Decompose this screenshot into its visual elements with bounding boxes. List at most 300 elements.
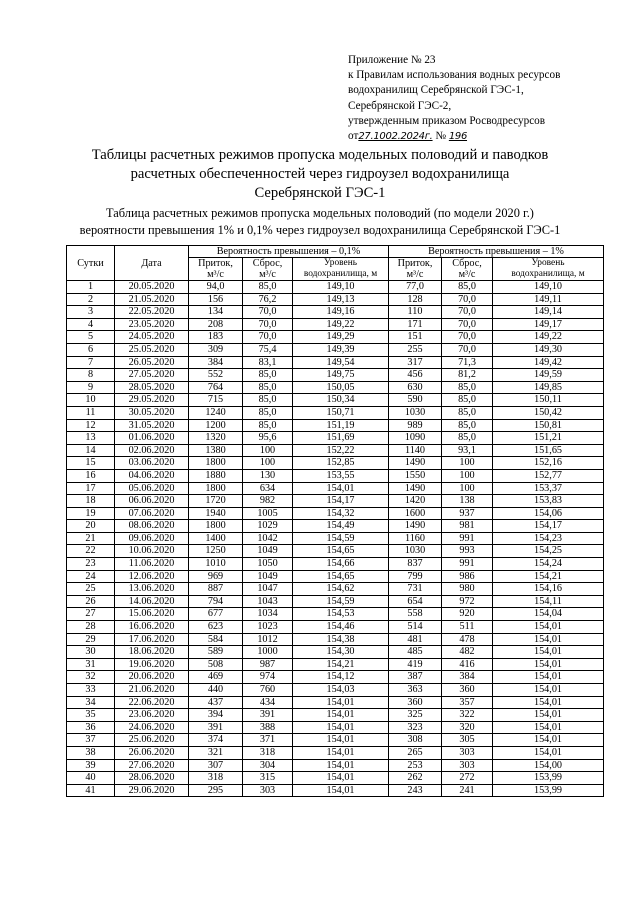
table-row xyxy=(67,306,604,319)
cell-level: 154,01 xyxy=(293,482,389,495)
appendix-line: Приложение № 23 xyxy=(348,54,436,66)
cell-day: 26 xyxy=(67,595,115,608)
table-body xyxy=(67,281,604,797)
table-row xyxy=(67,507,604,520)
cell-date: 12.06.2020 xyxy=(115,570,189,583)
cell-inflow: 1880 xyxy=(189,469,243,482)
cell-level: 150,81 xyxy=(493,419,604,432)
cell-discharge: 478 xyxy=(442,633,493,646)
cell-discharge: 100 xyxy=(442,482,493,495)
cell-discharge: 634 xyxy=(243,482,293,495)
cell-discharge: 303 xyxy=(243,784,293,797)
cell-inflow: 1720 xyxy=(189,495,243,508)
cell-level: 154,21 xyxy=(293,658,389,671)
cell-inflow: 360 xyxy=(389,696,442,709)
cell-level: 149,85 xyxy=(493,381,604,394)
cell-discharge: 974 xyxy=(243,671,293,684)
cell-discharge: 85,0 xyxy=(243,394,293,407)
cell-level: 153,37 xyxy=(493,482,604,495)
cell-date: 29.05.2020 xyxy=(115,394,189,407)
table-row xyxy=(67,444,604,457)
table-row xyxy=(67,356,604,369)
cell-level: 152,85 xyxy=(293,457,389,470)
cell-level: 154,01 xyxy=(493,646,604,659)
cell-level: 149,22 xyxy=(493,331,604,344)
table-row xyxy=(67,419,604,432)
table-row xyxy=(67,772,604,785)
cell-level: 154,62 xyxy=(293,583,389,596)
cell-inflow: 374 xyxy=(189,734,243,747)
cell-inflow: 1550 xyxy=(389,469,442,482)
cell-level: 149,17 xyxy=(493,318,604,331)
cell-level: 150,42 xyxy=(493,406,604,419)
cell-date: 26.06.2020 xyxy=(115,746,189,759)
cell-inflow: 183 xyxy=(189,331,243,344)
handwritten-date: 27.1002.2024г. xyxy=(358,131,433,143)
cell-discharge: 986 xyxy=(442,570,493,583)
cell-discharge: 83,1 xyxy=(243,356,293,369)
cell-date: 08.06.2020 xyxy=(115,520,189,533)
appendix-header xyxy=(348,53,628,144)
title-line: Таблицы расчетных режимов пропуска модельных половодий и паводков xyxy=(91,147,549,163)
cell-inflow: 440 xyxy=(189,684,243,697)
cell-day: 41 xyxy=(67,784,115,797)
cell-level: 154,01 xyxy=(293,746,389,759)
cell-level: 152,22 xyxy=(293,444,389,457)
cell-inflow: 1200 xyxy=(189,419,243,432)
cell-level: 153,55 xyxy=(293,469,389,482)
document-title xyxy=(40,146,600,203)
cell-inflow: 325 xyxy=(389,709,442,722)
cell-discharge: 305 xyxy=(442,734,493,747)
cell-level: 149,11 xyxy=(493,293,604,306)
cell-inflow: 384 xyxy=(189,356,243,369)
table-row xyxy=(67,457,604,470)
cell-level: 154,01 xyxy=(493,633,604,646)
cell-discharge: 304 xyxy=(243,759,293,772)
header-discharge: Сброс, м³/с xyxy=(243,258,293,281)
appendix-line: к Правилам использования водных ресурсов xyxy=(348,69,561,82)
cell-day: 31 xyxy=(67,658,115,671)
cell-day: 15 xyxy=(67,457,115,470)
table-row xyxy=(67,671,604,684)
cell-date: 24.06.2020 xyxy=(115,721,189,734)
cell-discharge: 70,0 xyxy=(243,306,293,319)
cell-inflow: 1800 xyxy=(189,520,243,533)
table-row xyxy=(67,621,604,634)
cell-discharge: 760 xyxy=(243,684,293,697)
cell-inflow: 794 xyxy=(189,595,243,608)
cell-level: 149,13 xyxy=(293,293,389,306)
cell-inflow: 94,0 xyxy=(189,281,243,294)
cell-inflow: 485 xyxy=(389,646,442,659)
cell-day: 13 xyxy=(67,432,115,445)
cell-level: 152,16 xyxy=(493,457,604,470)
table-row xyxy=(67,495,604,508)
header-day: Сутки xyxy=(67,246,115,281)
cell-date: 21.06.2020 xyxy=(115,684,189,697)
cell-level: 149,10 xyxy=(493,281,604,294)
cell-level: 150,05 xyxy=(293,381,389,394)
cell-inflow: 1380 xyxy=(189,444,243,457)
cell-inflow: 255 xyxy=(389,343,442,356)
cell-level: 154,06 xyxy=(493,507,604,520)
cell-inflow: 243 xyxy=(389,784,442,797)
cell-inflow: 1030 xyxy=(389,545,442,558)
cell-day: 12 xyxy=(67,419,115,432)
cell-date: 19.06.2020 xyxy=(115,658,189,671)
table-row xyxy=(67,608,604,621)
cell-level: 154,01 xyxy=(293,734,389,747)
cell-inflow: 295 xyxy=(189,784,243,797)
title-line: Серебрянской ГЭС-1 xyxy=(254,185,386,201)
table-header-row xyxy=(67,246,604,258)
table-row xyxy=(67,658,604,671)
cell-discharge: 315 xyxy=(243,772,293,785)
cell-inflow: 731 xyxy=(389,583,442,596)
cell-date: 23.06.2020 xyxy=(115,709,189,722)
table-row xyxy=(67,646,604,659)
cell-inflow: 630 xyxy=(389,381,442,394)
table-title-line: Таблица расчетных режимов пропуска модельных половодий (по модели 2020 г.) xyxy=(106,206,534,220)
cell-date: 17.06.2020 xyxy=(115,633,189,646)
cell-day: 21 xyxy=(67,532,115,545)
cell-level: 154,21 xyxy=(493,570,604,583)
cell-discharge: 482 xyxy=(442,646,493,659)
cell-day: 1 xyxy=(67,281,115,294)
cell-day: 37 xyxy=(67,734,115,747)
cell-discharge: 138 xyxy=(442,495,493,508)
cell-day: 38 xyxy=(67,746,115,759)
table-row xyxy=(67,595,604,608)
cell-level: 154,66 xyxy=(293,558,389,571)
cell-level: 154,01 xyxy=(493,721,604,734)
cell-date: 14.06.2020 xyxy=(115,595,189,608)
cell-level: 154,01 xyxy=(293,721,389,734)
cell-level: 154,65 xyxy=(293,570,389,583)
cell-discharge: 1005 xyxy=(243,507,293,520)
cell-inflow: 558 xyxy=(389,608,442,621)
cell-inflow: 1490 xyxy=(389,457,442,470)
cell-inflow: 1400 xyxy=(189,532,243,545)
cell-level: 149,39 xyxy=(293,343,389,356)
cell-discharge: 100 xyxy=(442,457,493,470)
cell-discharge: 85,0 xyxy=(243,369,293,382)
cell-discharge: 95,6 xyxy=(243,432,293,445)
cell-date: 01.06.2020 xyxy=(115,432,189,445)
cell-level: 153,99 xyxy=(493,772,604,785)
cell-inflow: 887 xyxy=(189,583,243,596)
table-row xyxy=(67,759,604,772)
cell-date: 13.06.2020 xyxy=(115,583,189,596)
cell-date: 28.05.2020 xyxy=(115,381,189,394)
cell-discharge: 318 xyxy=(243,746,293,759)
cell-date: 18.06.2020 xyxy=(115,646,189,659)
cell-inflow: 1420 xyxy=(389,495,442,508)
cell-discharge: 920 xyxy=(442,608,493,621)
cell-day: 30 xyxy=(67,646,115,659)
cell-discharge: 371 xyxy=(243,734,293,747)
cell-level: 154,01 xyxy=(293,709,389,722)
cell-inflow: 323 xyxy=(389,721,442,734)
cell-level: 149,42 xyxy=(493,356,604,369)
appendix-line: Серебрянской ГЭС-2, xyxy=(348,99,452,112)
cell-discharge: 100 xyxy=(243,444,293,457)
cell-inflow: 317 xyxy=(389,356,442,369)
cell-inflow: 654 xyxy=(389,595,442,608)
cell-inflow: 1030 xyxy=(389,406,442,419)
cell-date: 16.06.2020 xyxy=(115,621,189,634)
cell-day: 14 xyxy=(67,444,115,457)
cell-inflow: 799 xyxy=(389,570,442,583)
table-row xyxy=(67,721,604,734)
cell-discharge: 1043 xyxy=(243,595,293,608)
cell-date: 25.05.2020 xyxy=(115,343,189,356)
cell-discharge: 272 xyxy=(442,772,493,785)
cell-discharge: 980 xyxy=(442,583,493,596)
cell-day: 20 xyxy=(67,520,115,533)
cell-discharge: 384 xyxy=(442,671,493,684)
cell-level: 154,59 xyxy=(293,532,389,545)
cell-discharge: 130 xyxy=(243,469,293,482)
cell-level: 149,29 xyxy=(293,331,389,344)
cell-discharge: 81,2 xyxy=(442,369,493,382)
cell-date: 03.06.2020 xyxy=(115,457,189,470)
cell-date: 22.05.2020 xyxy=(115,306,189,319)
cell-day: 18 xyxy=(67,495,115,508)
cell-inflow: 552 xyxy=(189,369,243,382)
cell-inflow: 77,0 xyxy=(389,281,442,294)
table-row xyxy=(67,318,604,331)
cell-level: 149,54 xyxy=(293,356,389,369)
cell-day: 9 xyxy=(67,381,115,394)
cell-discharge: 993 xyxy=(442,545,493,558)
cell-day: 32 xyxy=(67,671,115,684)
cell-discharge: 85,0 xyxy=(442,381,493,394)
cell-date: 27.05.2020 xyxy=(115,369,189,382)
cell-inflow: 481 xyxy=(389,633,442,646)
cell-level: 154,01 xyxy=(293,759,389,772)
table-row xyxy=(67,545,604,558)
cell-level: 154,38 xyxy=(293,633,389,646)
table-row xyxy=(67,570,604,583)
cell-level: 150,11 xyxy=(493,394,604,407)
cell-discharge: 303 xyxy=(442,746,493,759)
cell-day: 17 xyxy=(67,482,115,495)
cell-level: 154,24 xyxy=(493,558,604,571)
table-row xyxy=(67,633,604,646)
cell-inflow: 171 xyxy=(389,318,442,331)
cell-day: 6 xyxy=(67,343,115,356)
cell-inflow: 151 xyxy=(389,331,442,344)
cell-day: 27 xyxy=(67,608,115,621)
table-row xyxy=(67,469,604,482)
table-row xyxy=(67,696,604,709)
cell-level: 154,01 xyxy=(493,684,604,697)
cell-discharge: 981 xyxy=(442,520,493,533)
cell-inflow: 321 xyxy=(189,746,243,759)
cell-date: 29.06.2020 xyxy=(115,784,189,797)
cell-inflow: 469 xyxy=(189,671,243,684)
cell-date: 10.06.2020 xyxy=(115,545,189,558)
cell-level: 151,69 xyxy=(293,432,389,445)
cell-level: 154,01 xyxy=(493,621,604,634)
cell-inflow: 307 xyxy=(189,759,243,772)
cell-day: 28 xyxy=(67,621,115,634)
cell-inflow: 715 xyxy=(189,394,243,407)
cell-inflow: 391 xyxy=(189,721,243,734)
cell-inflow: 419 xyxy=(389,658,442,671)
cell-level: 154,01 xyxy=(493,746,604,759)
cell-discharge: 1042 xyxy=(243,532,293,545)
table-row xyxy=(67,406,604,419)
cell-level: 153,83 xyxy=(493,495,604,508)
cell-inflow: 1250 xyxy=(189,545,243,558)
cell-discharge: 1000 xyxy=(243,646,293,659)
cell-level: 154,01 xyxy=(493,734,604,747)
cell-day: 29 xyxy=(67,633,115,646)
cell-day: 2 xyxy=(67,293,115,306)
cell-day: 23 xyxy=(67,558,115,571)
cell-inflow: 1010 xyxy=(189,558,243,571)
cell-inflow: 623 xyxy=(189,621,243,634)
cell-inflow: 508 xyxy=(189,658,243,671)
cell-level: 154,32 xyxy=(293,507,389,520)
cell-level: 154,03 xyxy=(293,684,389,697)
cell-date: 27.06.2020 xyxy=(115,759,189,772)
header-level: Уровень водохранилища, м xyxy=(293,258,389,281)
cell-day: 16 xyxy=(67,469,115,482)
cell-inflow: 363 xyxy=(389,684,442,697)
cell-date: 02.06.2020 xyxy=(115,444,189,457)
cell-date: 04.06.2020 xyxy=(115,469,189,482)
cell-discharge: 991 xyxy=(442,532,493,545)
cell-level: 154,53 xyxy=(293,608,389,621)
table-row xyxy=(67,281,604,294)
table-row xyxy=(67,784,604,797)
cell-level: 154,16 xyxy=(493,583,604,596)
cell-day: 35 xyxy=(67,709,115,722)
cell-date: 15.06.2020 xyxy=(115,608,189,621)
cell-inflow: 1600 xyxy=(389,507,442,520)
cell-day: 34 xyxy=(67,696,115,709)
header-inflow: Приток, м³/с xyxy=(189,258,243,281)
cell-inflow: 837 xyxy=(389,558,442,571)
cell-level: 150,71 xyxy=(293,406,389,419)
cell-discharge: 1023 xyxy=(243,621,293,634)
cell-discharge: 303 xyxy=(442,759,493,772)
cell-day: 5 xyxy=(67,331,115,344)
table-row xyxy=(67,293,604,306)
cell-level: 154,25 xyxy=(493,545,604,558)
cell-inflow: 265 xyxy=(389,746,442,759)
cell-level: 152,77 xyxy=(493,469,604,482)
cell-level: 151,65 xyxy=(493,444,604,457)
regime-table xyxy=(66,245,604,797)
title-line: расчетных обеспеченностей через гидроузел водохранилища xyxy=(130,166,510,182)
table-row xyxy=(67,381,604,394)
cell-date: 21.05.2020 xyxy=(115,293,189,306)
cell-level: 154,01 xyxy=(493,671,604,684)
cell-discharge: 937 xyxy=(442,507,493,520)
appendix-line: утвержденным приказом Росводресурсов xyxy=(348,114,546,127)
cell-discharge: 85,0 xyxy=(442,281,493,294)
cell-inflow: 1490 xyxy=(389,482,442,495)
cell-inflow: 134 xyxy=(189,306,243,319)
cell-discharge: 75,4 xyxy=(243,343,293,356)
cell-day: 7 xyxy=(67,356,115,369)
cell-discharge: 70,0 xyxy=(442,293,493,306)
cell-discharge: 85,0 xyxy=(243,406,293,419)
cell-level: 151,19 xyxy=(293,419,389,432)
cell-inflow: 1240 xyxy=(189,406,243,419)
cell-level: 149,75 xyxy=(293,369,389,382)
cell-inflow: 584 xyxy=(189,633,243,646)
cell-level: 151,21 xyxy=(493,432,604,445)
cell-day: 11 xyxy=(67,406,115,419)
cell-day: 22 xyxy=(67,545,115,558)
cell-inflow: 262 xyxy=(389,772,442,785)
cell-date: 05.06.2020 xyxy=(115,482,189,495)
handwritten-number: 196 xyxy=(448,131,468,143)
cell-discharge: 1012 xyxy=(243,633,293,646)
appendix-line: водохранилищ Серебрянской ГЭС-1, xyxy=(348,84,524,97)
cell-discharge: 100 xyxy=(243,457,293,470)
cell-date: 20.05.2020 xyxy=(115,281,189,294)
table-row xyxy=(67,709,604,722)
cell-inflow: 253 xyxy=(389,759,442,772)
cell-level: 149,10 xyxy=(293,281,389,294)
cell-day: 10 xyxy=(67,394,115,407)
cell-day: 39 xyxy=(67,759,115,772)
cell-discharge: 70,0 xyxy=(442,306,493,319)
cell-inflow: 1800 xyxy=(189,482,243,495)
cell-inflow: 128 xyxy=(389,293,442,306)
cell-discharge: 357 xyxy=(442,696,493,709)
cell-level: 154,01 xyxy=(293,772,389,785)
cell-date: 30.05.2020 xyxy=(115,406,189,419)
cell-level: 154,01 xyxy=(493,696,604,709)
table-row xyxy=(67,532,604,545)
cell-level: 154,17 xyxy=(293,495,389,508)
header-inflow: Приток, м³/с xyxy=(389,258,442,281)
cell-date: 25.06.2020 xyxy=(115,734,189,747)
cell-level: 149,30 xyxy=(493,343,604,356)
cell-level: 154,59 xyxy=(293,595,389,608)
cell-level: 149,59 xyxy=(493,369,604,382)
cell-discharge: 70,0 xyxy=(243,331,293,344)
cell-inflow: 1160 xyxy=(389,532,442,545)
header-date: Дата xyxy=(115,246,189,281)
cell-inflow: 1320 xyxy=(189,432,243,445)
cell-discharge: 434 xyxy=(243,696,293,709)
cell-level: 154,23 xyxy=(493,532,604,545)
cell-discharge: 70,0 xyxy=(442,318,493,331)
cell-discharge: 991 xyxy=(442,558,493,571)
cell-discharge: 972 xyxy=(442,595,493,608)
cell-discharge: 85,0 xyxy=(442,432,493,445)
cell-discharge: 70,0 xyxy=(442,343,493,356)
cell-discharge: 85,0 xyxy=(243,281,293,294)
cell-discharge: 987 xyxy=(243,658,293,671)
cell-level: 154,11 xyxy=(493,595,604,608)
cell-date: 06.06.2020 xyxy=(115,495,189,508)
cell-date: 28.06.2020 xyxy=(115,772,189,785)
table-row xyxy=(67,369,604,382)
cell-inflow: 969 xyxy=(189,570,243,583)
cell-inflow: 677 xyxy=(189,608,243,621)
cell-inflow: 456 xyxy=(389,369,442,382)
